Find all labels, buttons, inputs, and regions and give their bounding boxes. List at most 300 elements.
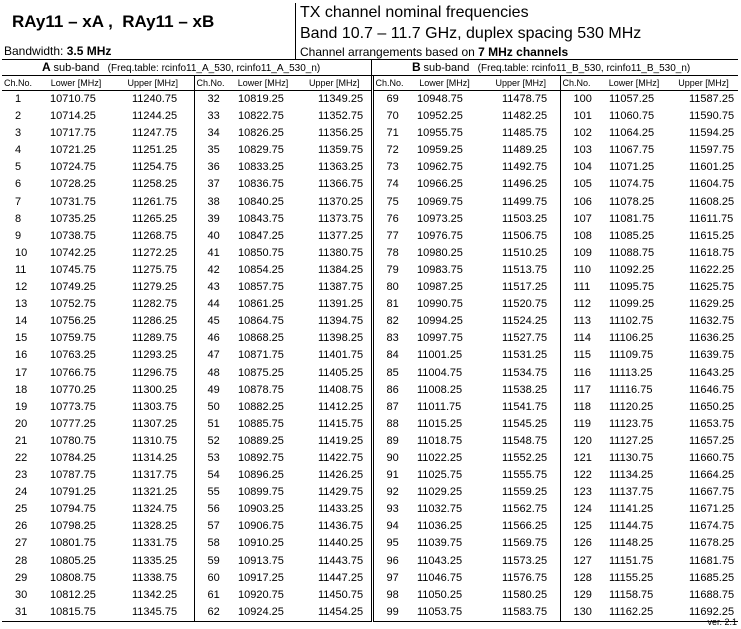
upper-frequency-cell: 11240.75 [132, 93, 178, 105]
lower-frequency-cell: 11148.25 [609, 537, 654, 550]
lower-frequency-cell: 10763.25 [50, 349, 96, 362]
model-a-label: RAy11 – xA , [12, 12, 113, 31]
upper-frequency-cell: 11352.75 [318, 110, 364, 123]
lower-frequency-cell: 10857.75 [238, 281, 284, 294]
channel-number-cell: 21 [15, 434, 28, 447]
upper-frequency-cell: 11650.25 [689, 400, 735, 413]
upper-frequency-cell: 11534.75 [502, 366, 548, 379]
channel-number-cell: 22 [15, 451, 28, 464]
upper-frequency-cell: 11419.25 [318, 434, 364, 447]
table-row [2, 553, 738, 570]
lower-frequency-cell: 11162.25 [609, 605, 654, 618]
channel-number-cell: 109 [560, 245, 599, 262]
lower-frequency-cell: 10952.25 [417, 110, 463, 123]
upper-frequency-cell: 11324.75 [132, 503, 178, 516]
channel-number-cell: 77 [372, 228, 407, 245]
channel-number-cell: 83 [372, 330, 407, 347]
channel-number-cell: 12 [15, 281, 28, 294]
channel-number-cell: 75 [372, 194, 407, 211]
subband-b-label: sub-band [423, 62, 470, 74]
lower-frequency-cell: 10801.75 [50, 537, 96, 550]
upper-frequency-cell: 11503.25 [502, 212, 548, 225]
channel-number-cell: 100 [560, 91, 599, 109]
table-row [2, 159, 738, 176]
column-header-ch: Ch.No. [560, 76, 599, 91]
upper-frequency-cell: 11436.75 [318, 520, 364, 533]
channel-number-cell: 74 [372, 176, 407, 193]
upper-frequency-cell: 11643.25 [689, 366, 735, 379]
table-row [2, 262, 738, 279]
channel-number-cell: 45 [194, 313, 228, 330]
channel-number-cell: 78 [372, 245, 407, 262]
lower-frequency-cell: 10787.75 [50, 469, 96, 482]
channel-number-cell: 47 [194, 347, 228, 364]
lower-frequency-cell: 10791.25 [50, 486, 96, 499]
channel-number-cell: 6 [15, 178, 22, 191]
lower-frequency-cell: 10714.25 [50, 110, 96, 123]
upper-frequency-cell: 11681.75 [689, 554, 735, 567]
channel-number-cell: 28 [15, 554, 28, 567]
channel-number-cell: 10 [15, 246, 28, 259]
upper-frequency-cell: 11387.75 [318, 281, 364, 294]
channel-number-cell: 40 [194, 228, 228, 245]
lower-frequency-cell: 10735.25 [50, 212, 96, 225]
upper-frequency-cell: 11321.25 [132, 486, 178, 499]
upper-frequency-cell: 11611.75 [689, 212, 734, 225]
channel-number-cell: 122 [560, 467, 599, 484]
channel-number-cell: 93 [372, 501, 407, 518]
lower-frequency-cell: 11123.75 [609, 417, 654, 430]
upper-frequency-cell: 11370.25 [318, 195, 364, 208]
lower-frequency-cell: 11141.25 [609, 503, 654, 516]
lower-frequency-cell: 11057.25 [609, 93, 655, 105]
lower-frequency-cell: 10983.75 [417, 263, 463, 276]
upper-frequency-cell: 11251.25 [132, 144, 178, 157]
lower-frequency-cell: 11071.25 [609, 161, 655, 174]
lower-frequency-cell: 10798.25 [50, 520, 96, 533]
table-row [2, 245, 738, 262]
channel-number-cell: 7 [15, 195, 22, 208]
lower-frequency-cell: 10903.25 [238, 503, 284, 516]
channel-number-cell: 27 [15, 537, 28, 550]
lower-frequency-cell: 10969.75 [417, 195, 463, 208]
table-row [2, 194, 738, 211]
model-title [12, 12, 214, 32]
upper-frequency-cell: 11415.75 [318, 417, 364, 430]
upper-frequency-cell: 11398.25 [318, 332, 364, 345]
table-row [2, 313, 738, 330]
table-row [2, 176, 738, 193]
lower-frequency-cell: 10829.75 [238, 144, 284, 157]
lower-frequency-cell: 10990.75 [417, 298, 463, 311]
channel-number-cell: 108 [560, 228, 599, 245]
upper-frequency-cell: 11664.25 [689, 469, 735, 482]
channel-number-cell: 87 [372, 399, 407, 416]
channel-number-cell: 125 [560, 518, 599, 535]
channel-number-cell: 102 [560, 125, 599, 142]
lower-frequency-cell: 10920.75 [238, 588, 284, 601]
channel-number-cell: 76 [372, 211, 407, 228]
lower-frequency-cell: 11081.75 [609, 212, 655, 225]
channel-number-cell: 50 [194, 399, 228, 416]
channel-number-cell: 80 [372, 279, 407, 296]
lower-frequency-cell: 10770.25 [50, 383, 96, 396]
lower-frequency-cell: 10756.25 [50, 315, 96, 328]
channel-number-cell: 4 [15, 144, 22, 157]
column-header-lower: Lower [MHz] [599, 76, 669, 91]
table-row [2, 91, 738, 109]
upper-frequency-cell: 11391.25 [318, 298, 364, 311]
channel-number-cell: 130 [560, 604, 599, 622]
channel-number-cell: 24 [15, 486, 28, 499]
channel-frequency-table [2, 76, 738, 622]
upper-frequency-cell: 11384.25 [318, 263, 364, 276]
lower-frequency-cell: 10892.75 [238, 451, 284, 464]
sheet-header [2, 3, 738, 60]
lower-frequency-cell: 10833.25 [238, 161, 284, 174]
lower-frequency-cell: 10962.75 [417, 161, 463, 174]
lower-frequency-cell: 11001.25 [417, 349, 463, 362]
lower-frequency-cell: 10731.75 [50, 195, 96, 208]
arrangement-value: 7 MHz channels [478, 45, 569, 59]
upper-frequency-cell: 11335.25 [132, 554, 178, 567]
lower-frequency-cell: 10815.75 [50, 605, 96, 618]
channel-number-cell: 98 [372, 587, 407, 604]
subband-divider [371, 60, 372, 75]
lower-frequency-cell: 10847.25 [238, 229, 284, 242]
title-line-1: TX channel nominal frequencies [300, 4, 529, 21]
lower-frequency-cell: 10777.25 [50, 417, 96, 430]
upper-frequency-cell: 11552.25 [502, 451, 548, 464]
upper-frequency-cell: 11562.75 [502, 503, 548, 516]
channel-number-cell: 79 [372, 262, 407, 279]
upper-frequency-cell: 11377.25 [318, 229, 364, 242]
upper-frequency-cell: 11331.75 [132, 537, 178, 550]
lower-frequency-cell: 10861.25 [238, 298, 284, 311]
table-row [2, 450, 738, 467]
table-row [2, 108, 738, 125]
upper-frequency-cell: 11338.75 [132, 571, 178, 584]
column-header-ch: Ch.No. [194, 76, 228, 91]
upper-frequency-cell: 11615.25 [689, 229, 735, 242]
upper-frequency-cell: 11482.25 [502, 110, 548, 123]
upper-frequency-cell: 11590.75 [689, 110, 735, 123]
header-right [300, 3, 738, 59]
channel-number-cell: 39 [194, 211, 228, 228]
upper-frequency-cell: 11380.75 [318, 246, 364, 259]
lower-frequency-cell: 11109.75 [609, 349, 654, 362]
channel-number-cell: 123 [560, 484, 599, 501]
lower-frequency-cell: 11032.75 [417, 503, 463, 516]
table-row [2, 125, 738, 142]
model-b-label: RAy11 – xB [122, 12, 215, 31]
channel-number-cell: 103 [560, 142, 599, 159]
channel-number-cell: 42 [194, 262, 228, 279]
upper-frequency-cell: 11569.75 [502, 537, 548, 550]
channel-number-cell: 119 [560, 416, 599, 433]
channel-number-cell: 113 [560, 313, 599, 330]
upper-frequency-cell: 11261.75 [132, 195, 178, 208]
table-row [2, 330, 738, 347]
channel-number-cell: 99 [372, 604, 407, 622]
channel-number-cell: 81 [372, 296, 407, 313]
lower-frequency-cell: 11113.25 [609, 366, 653, 379]
channel-number-cell: 70 [372, 108, 407, 125]
channel-number-cell: 114 [560, 330, 599, 347]
lower-frequency-cell: 10812.25 [50, 588, 96, 601]
channel-number-cell: 105 [560, 176, 599, 193]
channel-number-cell: 90 [372, 450, 407, 467]
channel-number-cell: 92 [372, 484, 407, 501]
channel-number-cell: 57 [194, 518, 228, 535]
lower-frequency-cell: 11011.75 [417, 400, 462, 413]
channel-number-cell: 107 [560, 211, 599, 228]
upper-frequency-cell: 11454.25 [318, 605, 364, 618]
upper-frequency-cell: 11587.25 [689, 93, 735, 105]
channel-number-cell: 31 [15, 605, 28, 618]
subband-a-header [42, 60, 320, 75]
channel-number-cell: 53 [194, 450, 228, 467]
lower-frequency-cell: 10976.75 [417, 229, 463, 242]
subband-a-label: sub-band [53, 62, 100, 74]
channel-number-cell: 128 [560, 570, 599, 587]
lower-frequency-cell: 10980.25 [417, 246, 463, 259]
channel-number-cell: 13 [15, 298, 28, 311]
upper-frequency-cell: 11310.75 [132, 434, 178, 447]
header-left [2, 3, 296, 59]
lower-frequency-cell: 10896.25 [238, 469, 284, 482]
upper-frequency-cell: 11601.25 [689, 161, 735, 174]
upper-frequency-cell: 11401.75 [318, 349, 364, 362]
channel-number-cell: 14 [15, 315, 28, 328]
upper-frequency-cell: 11660.75 [689, 451, 735, 464]
channel-number-cell: 34 [194, 125, 228, 142]
channel-number-cell: 124 [560, 501, 599, 518]
bandwidth-label: Bandwidth: [4, 44, 64, 58]
lower-frequency-cell: 10752.75 [50, 298, 96, 311]
lower-frequency-cell: 10794.75 [50, 503, 96, 516]
channel-number-cell: 46 [194, 330, 228, 347]
lower-frequency-cell: 11116.75 [609, 383, 653, 396]
lower-frequency-cell: 11088.75 [609, 246, 655, 259]
channel-number-cell: 8 [15, 212, 22, 225]
lower-frequency-cell: 10885.75 [238, 417, 284, 430]
upper-frequency-cell: 11685.25 [689, 571, 735, 584]
lower-frequency-cell: 11099.25 [609, 298, 655, 311]
column-header-lower: Lower [MHz] [407, 76, 482, 91]
version-label: ver. 2.1 [707, 617, 737, 627]
lower-frequency-cell: 11036.25 [417, 520, 463, 533]
table-row [2, 433, 738, 450]
lower-frequency-cell: 10854.25 [238, 263, 284, 276]
channel-number-cell: 18 [15, 383, 28, 396]
lower-frequency-cell: 10840.25 [238, 195, 284, 208]
upper-frequency-cell: 11513.75 [502, 263, 548, 276]
lower-frequency-cell: 10910.25 [238, 537, 284, 550]
channel-number-cell: 116 [560, 365, 599, 382]
table-row [2, 296, 738, 313]
upper-frequency-cell: 11489.25 [502, 144, 548, 157]
channel-number-cell: 44 [194, 296, 228, 313]
channel-number-cell: 111 [560, 279, 599, 296]
upper-frequency-cell: 11440.25 [318, 537, 364, 550]
upper-frequency-cell: 11622.25 [689, 263, 735, 276]
channel-number-cell: 110 [560, 262, 599, 279]
table-row [2, 518, 738, 535]
upper-frequency-cell: 11492.75 [502, 161, 548, 174]
channel-number-cell: 19 [15, 400, 28, 413]
lower-frequency-cell: 10724.75 [50, 161, 96, 174]
column-header-row [2, 76, 738, 91]
upper-frequency-cell: 11254.75 [132, 161, 178, 174]
lower-frequency-cell: 11015.25 [417, 417, 463, 430]
upper-frequency-cell: 11412.25 [318, 400, 364, 413]
upper-frequency-cell: 11527.75 [502, 332, 548, 345]
channel-number-cell: 69 [372, 91, 407, 109]
upper-frequency-cell: 11286.25 [132, 315, 178, 328]
lower-frequency-cell: 10994.25 [417, 315, 463, 328]
lower-frequency-cell: 10871.75 [238, 349, 284, 362]
lower-frequency-cell: 10997.75 [417, 332, 463, 345]
upper-frequency-cell: 11296.75 [132, 366, 178, 379]
channel-number-cell: 20 [15, 417, 28, 430]
upper-frequency-cell: 11314.25 [132, 451, 178, 464]
lower-frequency-cell: 10878.75 [238, 383, 284, 396]
lower-frequency-cell: 11046.75 [417, 571, 463, 584]
lower-frequency-cell: 10882.25 [238, 400, 284, 413]
upper-frequency-cell: 11639.75 [689, 349, 735, 362]
channel-number-cell: 35 [194, 142, 228, 159]
table-row [2, 416, 738, 433]
lower-frequency-cell: 10836.75 [238, 178, 284, 191]
lower-frequency-cell: 11053.75 [417, 605, 463, 618]
channel-number-cell: 72 [372, 142, 407, 159]
lower-frequency-cell: 10822.75 [238, 110, 284, 123]
upper-frequency-cell: 11426.25 [318, 469, 364, 482]
upper-frequency-cell: 11394.75 [318, 315, 364, 328]
lower-frequency-cell: 11158.75 [609, 588, 654, 601]
lower-frequency-cell: 10913.75 [238, 554, 284, 567]
channel-number-cell: 71 [372, 125, 407, 142]
channel-number-cell: 101 [560, 108, 599, 125]
upper-frequency-cell: 11405.25 [318, 366, 364, 379]
upper-frequency-cell: 11275.75 [132, 263, 178, 276]
column-header-upper: Upper [MHz] [112, 76, 194, 91]
upper-frequency-cell: 11485.75 [502, 127, 548, 140]
lower-frequency-cell: 10784.25 [50, 451, 96, 464]
lower-frequency-cell: 10773.75 [50, 400, 96, 413]
channel-number-cell: 97 [372, 570, 407, 587]
channel-number-cell: 85 [372, 365, 407, 382]
lower-frequency-cell: 10899.75 [238, 486, 284, 499]
channel-number-cell: 84 [372, 347, 407, 364]
upper-frequency-cell: 11496.25 [502, 178, 548, 191]
lower-frequency-cell: 11039.75 [417, 537, 463, 550]
upper-frequency-cell: 11307.25 [132, 417, 178, 430]
upper-frequency-cell: 11268.75 [132, 229, 178, 242]
table-row [2, 501, 738, 518]
channel-number-cell: 36 [194, 159, 228, 176]
title-line-2: Band 10.7 – 11.7 GHz, duplex spacing 530 MHz [300, 25, 642, 42]
lower-frequency-cell: 11134.25 [609, 469, 654, 482]
channel-number-cell: 17 [15, 366, 28, 379]
lower-frequency-cell: 10917.25 [238, 571, 284, 584]
upper-frequency-cell: 11265.25 [132, 212, 178, 225]
channel-number-cell: 60 [194, 570, 228, 587]
upper-frequency-cell: 11478.75 [502, 93, 548, 105]
channel-number-cell: 5 [15, 161, 22, 174]
upper-frequency-cell: 11625.75 [689, 281, 735, 294]
channel-number-cell: 86 [372, 382, 407, 399]
channel-number-cell: 25 [15, 503, 28, 516]
channel-number-cell: 120 [560, 433, 599, 450]
channel-number-cell: 106 [560, 194, 599, 211]
upper-frequency-cell: 11247.75 [132, 127, 178, 140]
upper-frequency-cell: 11646.75 [689, 383, 735, 396]
lower-frequency-cell: 10721.25 [50, 144, 96, 157]
lower-frequency-cell: 11067.75 [609, 144, 655, 157]
channel-number-cell: 117 [560, 382, 599, 399]
lower-frequency-cell: 11144.75 [609, 520, 654, 533]
channel-number-cell: 15 [15, 332, 28, 345]
table-row [2, 399, 738, 416]
upper-frequency-cell: 11692.25 [689, 605, 735, 618]
upper-frequency-cell: 11653.75 [689, 417, 735, 430]
upper-frequency-cell: 11499.75 [502, 195, 548, 208]
upper-frequency-cell: 11366.75 [318, 178, 364, 191]
lower-frequency-cell: 10710.75 [50, 93, 96, 105]
lower-frequency-cell: 11120.25 [609, 400, 654, 413]
upper-frequency-cell: 11282.75 [132, 298, 178, 311]
lower-frequency-cell: 11018.75 [417, 434, 463, 447]
upper-frequency-cell: 11303.75 [132, 400, 178, 413]
lower-frequency-cell: 10868.25 [238, 332, 284, 345]
subband-b-letter: B [412, 60, 421, 74]
upper-frequency-cell: 11520.75 [502, 298, 548, 311]
upper-frequency-cell: 11272.25 [132, 246, 178, 259]
column-header-ch: Ch.No. [2, 76, 40, 91]
upper-frequency-cell: 11604.75 [689, 178, 735, 191]
channel-number-cell: 82 [372, 313, 407, 330]
channel-number-cell: 43 [194, 279, 228, 296]
upper-frequency-cell: 11594.25 [689, 127, 735, 140]
channel-number-cell: 62 [194, 604, 228, 622]
lower-frequency-cell: 10843.75 [238, 212, 284, 225]
channel-number-cell: 115 [560, 347, 599, 364]
lower-frequency-cell: 10987.25 [417, 281, 463, 294]
lower-frequency-cell: 11151.75 [609, 554, 654, 567]
channel-number-cell: 1 [15, 93, 22, 105]
channel-number-cell: 30 [15, 588, 28, 601]
upper-frequency-cell: 11349.25 [318, 93, 364, 105]
upper-frequency-cell: 11674.75 [689, 520, 735, 533]
lower-frequency-cell: 11025.75 [417, 469, 463, 482]
table-row [2, 535, 738, 552]
lower-frequency-cell: 11029.25 [417, 486, 463, 499]
upper-frequency-cell: 11356.25 [318, 127, 364, 140]
upper-frequency-cell: 11597.75 [689, 144, 735, 157]
upper-frequency-cell: 11450.75 [318, 588, 364, 601]
channel-number-cell: 33 [194, 108, 228, 125]
channel-number-cell: 2 [15, 110, 22, 123]
upper-frequency-cell: 11667.75 [689, 486, 735, 499]
upper-frequency-cell: 11678.25 [689, 537, 735, 550]
table-row [2, 279, 738, 296]
column-header-lower: Lower [MHz] [40, 76, 112, 91]
upper-frequency-cell: 11566.25 [502, 520, 548, 533]
upper-frequency-cell: 11671.25 [689, 503, 735, 516]
channel-number-cell: 94 [372, 518, 407, 535]
